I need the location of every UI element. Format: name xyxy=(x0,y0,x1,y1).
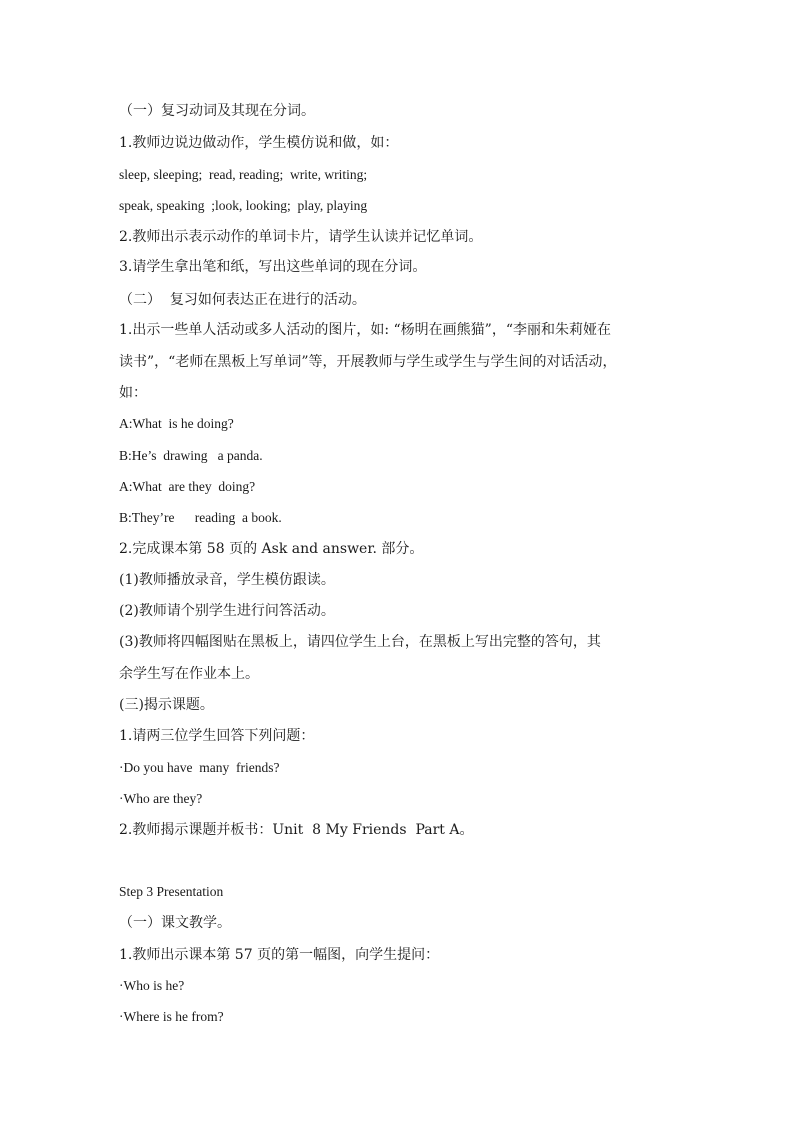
question-line: ·Do you have many friends? xyxy=(119,760,280,775)
text-line: 2.完成课本第 58 页的 Ask and answer. 部分。 xyxy=(119,541,424,557)
section-heading: （二） 复习如何表达正在进行的活动。 xyxy=(119,292,366,308)
text-line: (2)教师请个别学生进行问答活动。 xyxy=(119,603,335,619)
text-line: 1.出示一些单人活动或多人活动的图片，如: “杨明在画熊猫”，“李丽和朱莉娅在 xyxy=(119,322,611,338)
text-line: 读书”，“老师在黑板上写单词”等，开展教师与学生或学生与学生间的对话活动， xyxy=(119,354,617,370)
dialogue-line: B:He’s drawing a panda. xyxy=(119,448,263,463)
question-line: ·Who is he? xyxy=(119,978,185,993)
dialogue-line: B:They’re reading a book. xyxy=(119,510,282,525)
text-line: 余学生写在作业本上。 xyxy=(119,666,259,682)
text-line: sleep, sleeping; read, reading; write, writing; xyxy=(119,167,368,182)
text-line: 1.请两三位学生回答下列问题： xyxy=(119,728,315,744)
dialogue-line: A:What are they doing? xyxy=(119,479,256,494)
section-heading: (三)揭示课题。 xyxy=(119,697,214,713)
step-heading: Step 3 Presentation xyxy=(119,884,224,899)
text-line: (1)教师播放录音，学生模仿跟读。 xyxy=(119,572,335,588)
text-line: 1.教师边说边做动作，学生模仿说和做，如： xyxy=(119,135,399,151)
text-line: 2.教师揭示课题并板书：Unit 8 My Friends Part A。 xyxy=(119,822,474,838)
text-line: 如： xyxy=(119,385,147,401)
question-line: ·Where is he from? xyxy=(119,1009,224,1024)
text-line: 2.教师出示表示动作的单词卡片，请学生认读并记忆单词。 xyxy=(119,229,483,245)
question-line: ·Who are they? xyxy=(119,791,203,806)
section-heading: （一）课文教学。 xyxy=(119,915,231,931)
text-line: speak, speaking ;look, looking; play, playing xyxy=(119,198,368,213)
text-line: (3)教师将四幅图贴在黑板上，请四位学生上台，在黑板上写出完整的答句，其 xyxy=(119,634,601,650)
text-line: 3.请学生拿出笔和纸，写出这些单词的现在分词。 xyxy=(119,259,427,275)
section-heading: （一）复习动词及其现在分词。 xyxy=(119,103,315,119)
text-line: 1.教师出示课本第 57 页的第一幅图，向学生提问： xyxy=(119,947,440,963)
dialogue-line: A:What is he doing? xyxy=(119,416,234,431)
